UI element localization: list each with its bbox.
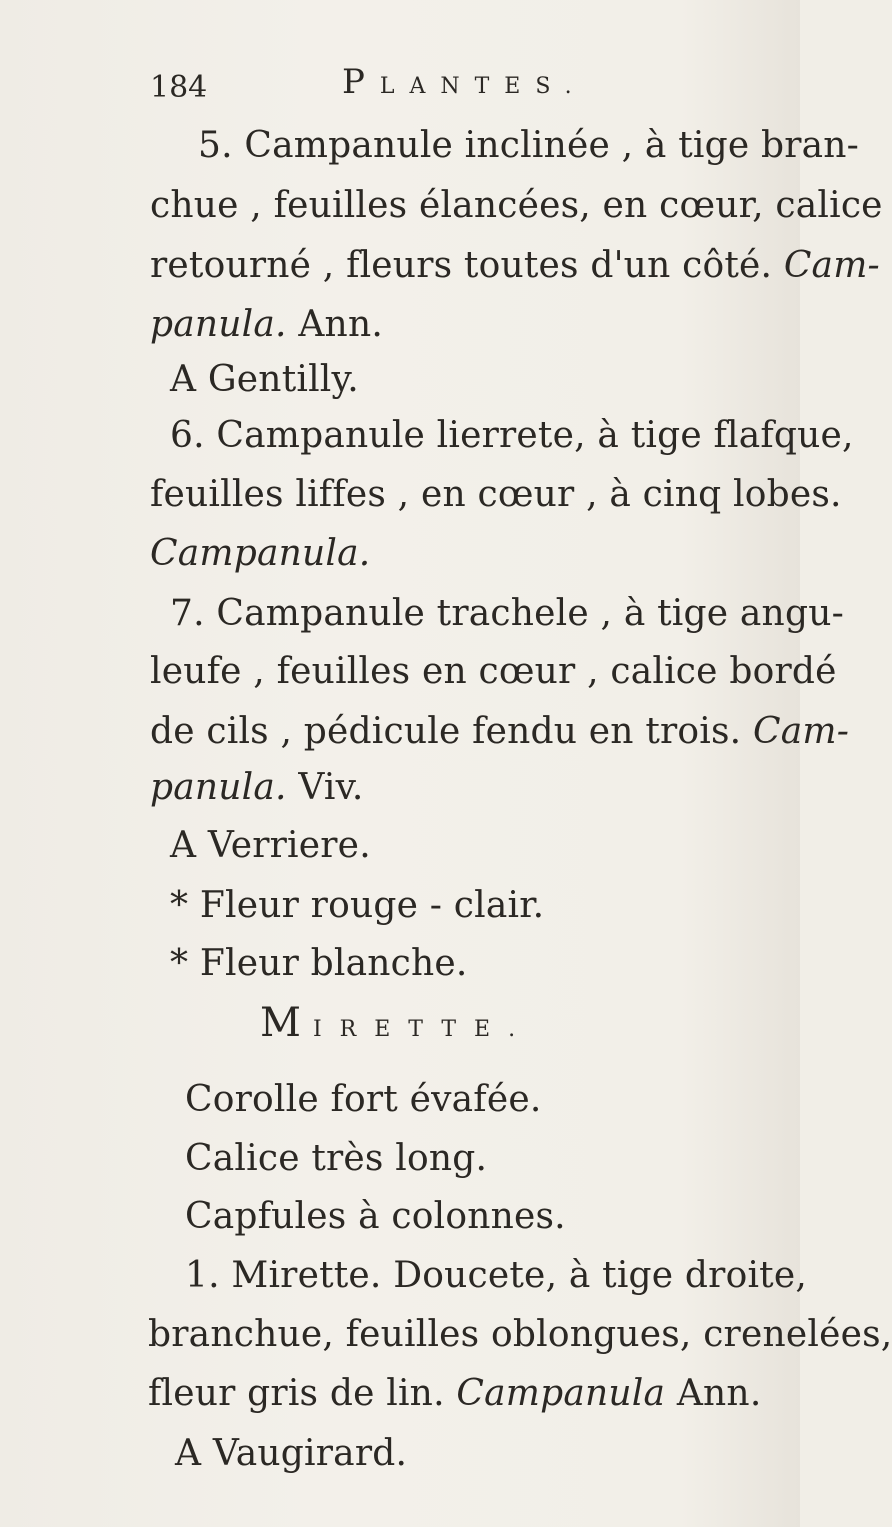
entry-6-line-2: feuilles liffes , en cœur , à cinq lobes. [150, 474, 842, 515]
entry-5-line-2: chue , feuilles élancées, en cœur, calice [150, 185, 883, 226]
page-number: 184 [150, 70, 208, 105]
entry-5-line-1: 5. Campanule inclinée , à tige bran- [198, 125, 860, 166]
entry-7-perennial: Viv. [298, 767, 364, 808]
section-line-calyx: Calice très long. [185, 1138, 488, 1179]
section-line-capsules: Capfules à colonnes. [185, 1196, 566, 1237]
section-line-corolla: Corolle fort évafée. [185, 1079, 542, 1120]
entry-6-line-1: 6. Campanule lierrete, à tige flafque, [170, 415, 854, 456]
mirette-entry-location: A Vaugirard. [175, 1433, 408, 1474]
running-title-rest: LANTES. [379, 74, 587, 99]
section-heading-rest: IRETTE. [312, 1017, 534, 1042]
section-heading [260, 1000, 533, 1046]
entry-5-annual: Ann. [298, 304, 383, 345]
entry-5-line-4 [150, 303, 383, 347]
entry-5-genus-rest: panula. [150, 304, 287, 345]
mirette-entry-line-3 [148, 1372, 761, 1416]
entry-7-genus-part: Cam- [752, 711, 850, 752]
entry-7-line-3 [150, 710, 849, 754]
entry-5-location: A Gentilly. [170, 359, 359, 400]
running-title [342, 62, 587, 102]
mirette-entry-genus: Campanula [456, 1373, 666, 1414]
entry-5-text: retourné , fleurs toutes d'un côté. [150, 245, 773, 286]
entry-5-line-3 [150, 244, 880, 288]
entry-7-location: A Verriere. [170, 825, 371, 866]
entry-7-variety-white: * Fleur blanche. [170, 943, 468, 984]
entry-7-variety-red: * Fleur rouge - clair. [170, 885, 545, 926]
mirette-entry-annual: Ann. [676, 1373, 762, 1414]
mirette-entry-line-1: 1. Mirette. Doucete, à tige droite, [185, 1255, 807, 1296]
mirette-entry-line-2: branchue, feuilles oblongues, crenelées, [148, 1314, 892, 1355]
entry-7-text: de cils , pédicule fendu en trois. [150, 711, 742, 752]
entry-7-line-1: 7. Campanule trachele , à tige angu- [170, 593, 844, 634]
section-heading-initial: M [260, 1000, 313, 1046]
entry-7-genus-rest: panula. [150, 767, 287, 808]
entry-7-line-2: leufe , feuilles en cœur , calice bordé [150, 651, 837, 692]
entry-6-genus-text: Campanula. [150, 533, 371, 574]
entry-7-line-4 [150, 766, 364, 810]
running-title-initial: P [342, 62, 380, 102]
entry-6-genus [150, 532, 370, 576]
mirette-entry-flower: fleur gris de lin. [148, 1373, 445, 1414]
entry-5-genus-part: Cam- [783, 245, 880, 286]
